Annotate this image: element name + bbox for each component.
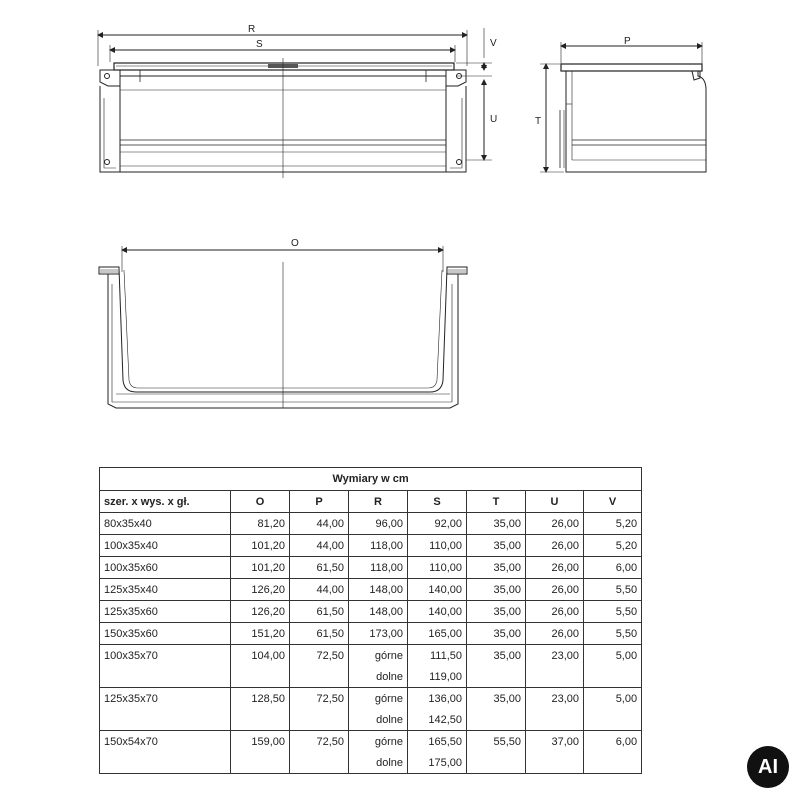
cell-R-bottom: dolne [349, 752, 408, 774]
table-caption-row [100, 468, 642, 491]
header-P: P [290, 491, 349, 513]
cell-V: 6,00 [584, 557, 642, 579]
cell-T: 35,00 [467, 535, 526, 557]
cell-P: 44,00 [290, 535, 349, 557]
front-view [98, 28, 492, 178]
cell-V: 5,00 [584, 645, 642, 667]
table-row-continuation [100, 709, 642, 731]
cell-V: 5,00 [584, 688, 642, 710]
cell-V: 5,20 [584, 513, 642, 535]
cell-R: 118,00 [349, 535, 408, 557]
cell-O: 151,20 [231, 623, 290, 645]
table-row [100, 557, 642, 579]
cell-R-top: górne [349, 731, 408, 753]
cell-V: 5,50 [584, 579, 642, 601]
cell-U: 23,00 [526, 645, 584, 667]
cell-V: 5,20 [584, 535, 642, 557]
cell-V: 6,00 [584, 731, 642, 753]
cell-S-top: 111,50 [408, 645, 467, 667]
cell-S-top: 136,00 [408, 688, 467, 710]
cell-U: 26,00 [526, 579, 584, 601]
cell-U: 23,00 [526, 688, 584, 710]
cell-size: 150x35x60 [100, 623, 231, 645]
table-row [100, 579, 642, 601]
ai-badge: AI [747, 746, 789, 788]
header-size: szer. x wys. x gł. [100, 491, 231, 513]
table-caption: Wymiary w cm [100, 468, 642, 491]
cell-empty [584, 709, 642, 731]
cell-U: 26,00 [526, 535, 584, 557]
dim-label-R: R [248, 24, 256, 35]
table-row-continuation [100, 666, 642, 688]
cell-empty [231, 709, 290, 731]
cell-T: 35,00 [467, 579, 526, 601]
cell-T: 35,00 [467, 645, 526, 667]
cell-empty [467, 752, 526, 774]
cell-empty [467, 666, 526, 688]
cell-empty [100, 666, 231, 688]
header-R: R [349, 491, 408, 513]
cell-S-bottom: 142,50 [408, 709, 467, 731]
table-row [100, 623, 642, 645]
cell-S: 110,00 [408, 535, 467, 557]
cell-P: 72,50 [290, 731, 349, 753]
section-view [99, 246, 467, 408]
cell-O: 159,00 [231, 731, 290, 753]
cell-empty [526, 709, 584, 731]
table-row-continuation [100, 752, 642, 774]
cell-size: 100x35x60 [100, 557, 231, 579]
cell-O: 101,20 [231, 557, 290, 579]
cell-T: 55,50 [467, 731, 526, 753]
cell-empty [100, 752, 231, 774]
table-row [100, 645, 642, 667]
header-O: O [231, 491, 290, 513]
cell-R-top: górne [349, 645, 408, 667]
cell-T: 35,00 [467, 557, 526, 579]
side-view [540, 42, 706, 172]
cell-O: 128,50 [231, 688, 290, 710]
cell-U: 26,00 [526, 623, 584, 645]
cell-size: 125x35x70 [100, 688, 231, 710]
cell-empty [231, 666, 290, 688]
cell-U: 26,00 [526, 557, 584, 579]
table-row [100, 688, 642, 710]
cell-empty [100, 709, 231, 731]
dim-label-P: P [624, 36, 631, 47]
table-header-row [100, 491, 642, 513]
cell-R: 96,00 [349, 513, 408, 535]
cell-size: 80x35x40 [100, 513, 231, 535]
cell-O: 126,20 [231, 601, 290, 623]
cell-O: 81,20 [231, 513, 290, 535]
cell-P: 61,50 [290, 623, 349, 645]
cell-size: 100x35x70 [100, 645, 231, 667]
cell-T: 35,00 [467, 688, 526, 710]
dim-label-S: S [256, 39, 263, 50]
dim-label-O: O [291, 238, 299, 249]
cell-P: 61,50 [290, 601, 349, 623]
table-row [100, 513, 642, 535]
cell-S: 140,00 [408, 579, 467, 601]
cell-R-bottom: dolne [349, 709, 408, 731]
cell-empty [467, 709, 526, 731]
cell-P: 72,50 [290, 688, 349, 710]
cell-R-bottom: dolne [349, 666, 408, 688]
cell-R: 118,00 [349, 557, 408, 579]
table-row [100, 731, 642, 753]
cell-P: 61,50 [290, 557, 349, 579]
cell-P: 44,00 [290, 513, 349, 535]
header-U: U [526, 491, 584, 513]
cell-T: 35,00 [467, 601, 526, 623]
cell-size: 125x35x60 [100, 601, 231, 623]
header-S: S [408, 491, 467, 513]
cell-V: 5,50 [584, 601, 642, 623]
cell-R: 148,00 [349, 601, 408, 623]
cell-P: 44,00 [290, 579, 349, 601]
table-row [100, 601, 642, 623]
cell-P: 72,50 [290, 645, 349, 667]
cell-S: 140,00 [408, 601, 467, 623]
cell-empty [526, 666, 584, 688]
cell-S: 110,00 [408, 557, 467, 579]
cell-O: 101,20 [231, 535, 290, 557]
cell-S-bottom: 119,00 [408, 666, 467, 688]
cell-R-top: górne [349, 688, 408, 710]
cell-empty [584, 752, 642, 774]
cell-U: 26,00 [526, 513, 584, 535]
cell-S: 165,00 [408, 623, 467, 645]
cell-R: 173,00 [349, 623, 408, 645]
cell-size: 125x35x40 [100, 579, 231, 601]
cell-S-bottom: 175,00 [408, 752, 467, 774]
cell-O: 104,00 [231, 645, 290, 667]
cell-empty [290, 709, 349, 731]
cell-T: 35,00 [467, 513, 526, 535]
dim-label-U: U [490, 114, 498, 125]
table-row [100, 535, 642, 557]
cell-size: 100x35x40 [100, 535, 231, 557]
cell-O: 126,20 [231, 579, 290, 601]
header-T: T [467, 491, 526, 513]
cell-empty [290, 666, 349, 688]
cell-T: 35,00 [467, 623, 526, 645]
cell-U: 26,00 [526, 601, 584, 623]
cell-empty [584, 666, 642, 688]
cell-U: 37,00 [526, 731, 584, 753]
dim-label-V: V [490, 38, 497, 49]
header-V: V [584, 491, 642, 513]
cell-size: 150x54x70 [100, 731, 231, 753]
cell-V: 5,50 [584, 623, 642, 645]
cell-R: 148,00 [349, 579, 408, 601]
cell-S: 92,00 [408, 513, 467, 535]
dim-label-T: T [535, 116, 542, 127]
cell-S-top: 165,50 [408, 731, 467, 753]
cell-empty [231, 752, 290, 774]
cell-empty [290, 752, 349, 774]
cell-empty [526, 752, 584, 774]
dimensions-table [99, 467, 642, 774]
